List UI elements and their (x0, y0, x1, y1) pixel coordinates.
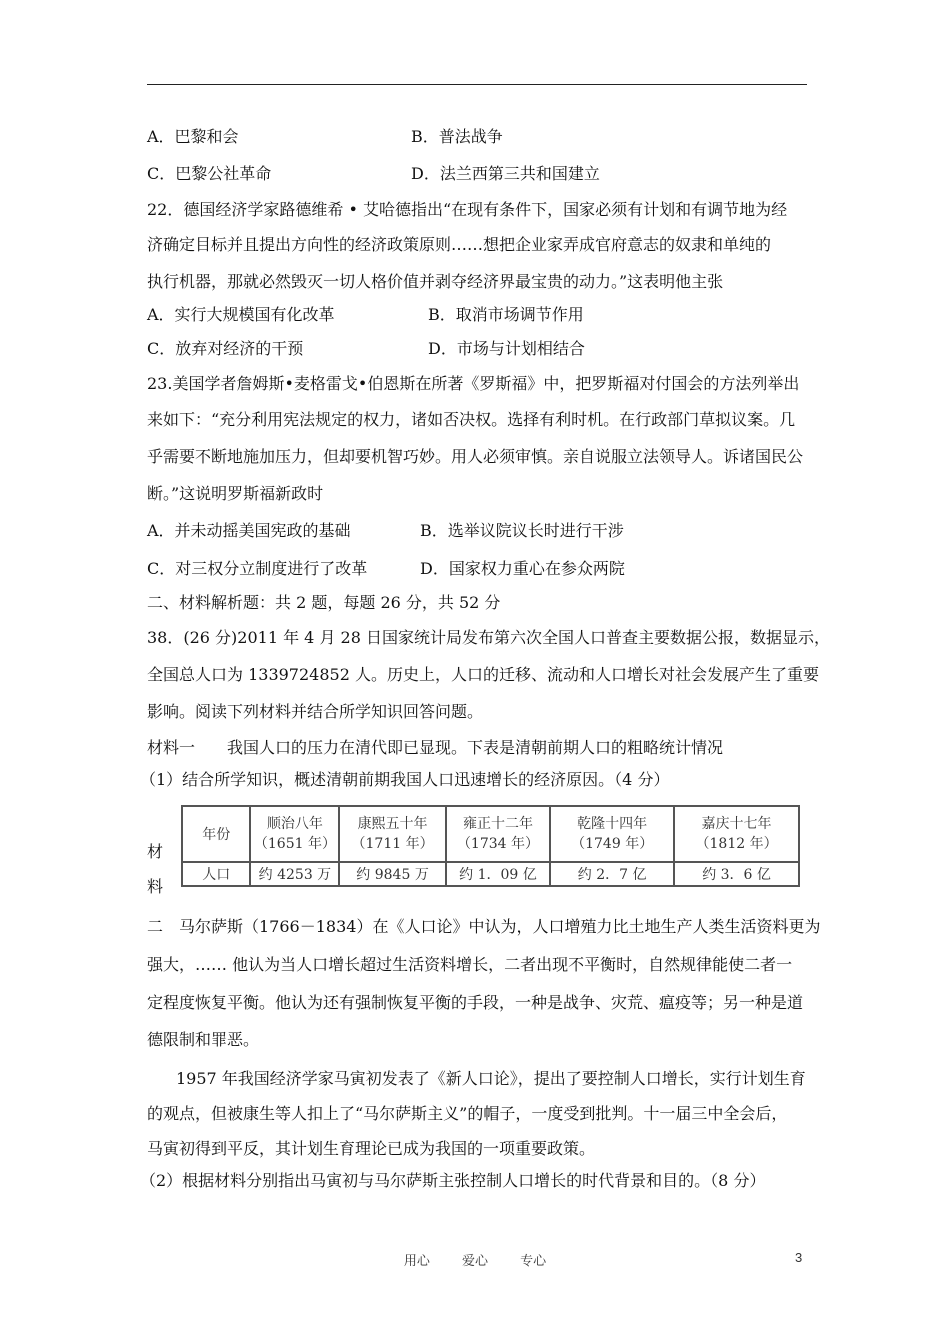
header-rule (147, 84, 807, 85)
q22-option-c: C．放弃对经济的干预 (147, 339, 304, 358)
population-header-cell: 人口 (182, 862, 250, 886)
page-footer (0, 1250, 950, 1269)
q38-stem-line-2: 全国总人口为 1339724852 人。历史上，人口的迁移、流动和人口增长对社会发展产生了重要 (147, 665, 819, 684)
q23-stem-line-3: 乎需要不断地施加压力，但却要机智巧妙。用人必须审慎。亲自说服立法领导人。诉诸国民公 (147, 447, 804, 466)
footer-word-1: 用心 (403, 1254, 430, 1269)
q23-option-b: B．选举议院议长时进行干涉 (420, 521, 624, 540)
section-2-heading: 二、材料解析题：共 2 题，每题 26 分，共 52 分 (147, 593, 501, 612)
population-cell: 约 3．6 亿 (674, 862, 799, 886)
q23-option-c: C．对三权分立制度进行了改革 (147, 559, 368, 578)
footer-word-3: 专心 (520, 1254, 547, 1269)
footer-word-2: 爱心 (461, 1254, 488, 1269)
q21-option-b: B．普法战争 (411, 127, 503, 146)
table-row (182, 862, 799, 886)
q38-stem-line-3: 影响。阅读下列材料并结合所学知识回答问题。 (147, 702, 484, 721)
year-cell: 嘉庆十七年 （1812 年） (674, 806, 799, 862)
q22-option-d: D．市场与计划相结合 (428, 339, 585, 358)
sub-question-2: （2）根据材料分别指出马寅初与马尔萨斯主张控制人口增长的时代背景和目的。（8 分） (140, 1171, 766, 1190)
year-cell: 康熙五十年 （1711 年） (339, 806, 445, 862)
material-2-line-3: 定程度恢复平衡。他认为还有强制恢复平衡的手段，一种是战争、灾荒、瘟疫等；另一种是道 (147, 993, 804, 1012)
ma-yinchu-paragraph-line-1: 1957 年我国经济学家马寅初发表了《新人口论》，提出了要控制人口增长，实行计划生育 (176, 1069, 806, 1088)
side-label-liao: 料 (147, 877, 164, 896)
q23-option-a: A．并未动摇美国宪政的基础 (147, 521, 351, 540)
page-number: 3 (795, 1250, 803, 1265)
population-cell: 约 2．7 亿 (550, 862, 674, 886)
year-header-cell: 年份 (182, 806, 250, 862)
population-cell: 约 1．09 亿 (446, 862, 550, 886)
year-cell: 乾隆十四年 （1749 年） (550, 806, 674, 862)
material-2-line-1: 二 马尔萨斯（1766－1834）在《人口论》中认为，人口增殖力比土地生产人类生活资料更为 (147, 917, 821, 936)
material-2-line-4: 德限制和罪恶。 (147, 1030, 260, 1049)
ma-yinchu-paragraph-line-3: 马寅初得到平反，其计划生育理论已成为我国的一项重要政策。 (147, 1139, 596, 1158)
q38-stem-line-1: 38．(26 分)2011 年 4 月 28 日国家统计局发布第六次全国人口普查主要数据公报，数据显示， (147, 628, 830, 647)
year-cell: 雍正十二年 （1734 年） (446, 806, 550, 862)
q23-stem-line-4: 断。”这说明罗斯福新政时 (147, 484, 324, 503)
sub-question-1: （1）结合所学知识，概述清朝前期我国人口迅速增长的经济原因。（4 分） (140, 770, 670, 789)
population-table (181, 805, 800, 887)
q22-stem-line-2: 济确定目标并且提出方向性的经济政策原则……想把企业家弄成官府意志的奴隶和单纯的 (147, 235, 772, 254)
q21-option-c: C．巴黎公社革命 (147, 164, 272, 183)
q21-option-a: A．巴黎和会 (147, 127, 239, 146)
q23-stem-line-1: 23.美国学者詹姆斯•麦格雷戈•伯恩斯在所著《罗斯福》中，把罗斯福对付国会的方法列举出 (147, 374, 800, 393)
q21-option-d: D．法兰西第三共和国建立 (411, 164, 600, 183)
side-label-cai: 材 (147, 842, 164, 861)
q22-option-a: A．实行大规模国有化改革 (147, 305, 335, 324)
year-cell: 顺治八年 （1651 年） (250, 806, 339, 862)
table-row (182, 806, 799, 862)
population-cell: 约 4253 万 (250, 862, 339, 886)
q22-stem-line-3: 执行机器，那就必然毁灭一切人格价值并剥夺经济界最宝贵的动力。”这表明他主张 (147, 272, 724, 291)
ma-yinchu-paragraph-line-2: 的观点，但被康生等人扣上了“马尔萨斯主义”的帽子，一度受到批判。十一届三中全会后， (147, 1104, 788, 1123)
material-1-intro: 材料一 我国人口的压力在清代即已显现。下表是清朝前期人口的粗略统计情况 (147, 738, 724, 757)
q22-stem-line-1: 22．德国经济学家路德维希 • 艾哈德指出“在现有条件下，国家必须有计划和有调节地为经 (147, 200, 788, 219)
material-2-line-2: 强大，…… 他认为当人口增长超过生活资料增长，二者出现不平衡时，自然规律能使二者一 (147, 955, 793, 974)
population-cell: 约 9845 万 (339, 862, 445, 886)
q22-option-b: B．取消市场调节作用 (428, 305, 584, 324)
q23-stem-line-2: 来如下：“充分利用宪法规定的权力，诸如否决权。选择有利时机。在行政部门草拟议案。几 (147, 410, 796, 429)
q23-option-d: D．国家权力重心在参众两院 (420, 559, 625, 578)
